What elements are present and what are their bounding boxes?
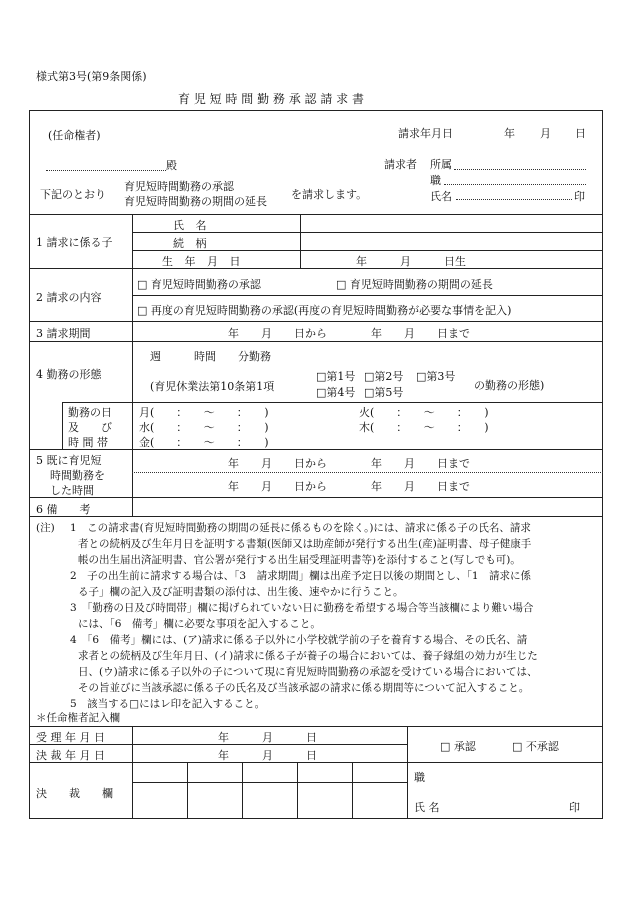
section5-label-1: 5 既に育児短 xyxy=(36,454,102,467)
option-reapproval-checkbox[interactable]: □ 再度の育児短時間勤務の承認(再度の育児短時間勤務が必要な事情を記入) xyxy=(137,304,512,317)
rejected-checkbox[interactable]: □ 不承認 xyxy=(512,740,559,753)
tuesday-hours[interactable]: 火( ： ～ ： ) xyxy=(359,406,489,419)
intro-text: 下記のとおり xyxy=(40,188,106,201)
affiliation-label: 所属 xyxy=(430,158,452,171)
received-date-label: 受 理 年 月 日 xyxy=(36,731,105,744)
child-birth-value[interactable]: 年 月 日生 xyxy=(356,255,466,268)
divider xyxy=(297,762,298,819)
page-title: 育 児 短 時 間 勤 務 承 認 請 求 書 xyxy=(178,92,364,106)
divider xyxy=(29,341,603,342)
note-2-line-2: る子」欄の記入及び証明書類の添付は、出生後、速やかに行うこと。 xyxy=(78,586,404,598)
note-4-line-3: 日、(ウ)請求に係る子以外の子について現に育児短時間勤務の承認を受けている場合においては、 xyxy=(78,666,538,678)
section6-label: 6 備 考 xyxy=(36,503,91,516)
past-period-2[interactable]: 年 月 日から 年 月 日まで xyxy=(228,480,470,493)
wednesday-hours[interactable]: 水( ： ～ ： ) xyxy=(139,421,269,434)
decision-date-value[interactable]: 年 月 日 xyxy=(218,749,317,762)
dotted-divider xyxy=(132,472,603,473)
honorific: 殿 xyxy=(166,159,177,172)
form-id: 様式第3号(第9条関係) xyxy=(36,70,147,83)
label-column-divider xyxy=(132,214,133,516)
friday-hours[interactable]: 金( ： ～ ： ) xyxy=(139,436,269,449)
child-birth-label: 生 年 月 日 xyxy=(162,255,245,268)
note-3-line-2: には、「6 備考」欄に必要な事項を記入すること。 xyxy=(78,618,321,630)
divider xyxy=(29,321,603,322)
divider xyxy=(29,726,603,727)
name-label: 氏名 xyxy=(430,190,452,203)
divider xyxy=(242,762,243,819)
request-date-year[interactable]: 年 xyxy=(504,127,515,140)
request-period-value[interactable]: 年 月 日から 年 月 日まで xyxy=(228,327,470,340)
thursday-hours[interactable]: 木( ： ～ ： ) xyxy=(359,421,489,434)
section5-label-2: 時間勤務を xyxy=(50,469,105,482)
note-2-line-1: 2 子の出生前に請求する場合は、「3 請求期間」欄は出産予定日以後の期間とし、「1 請求に係 xyxy=(70,570,532,582)
appointer-section-title: ＊任命権者記入欄 xyxy=(36,712,120,724)
section4-label: 4 勤務の形態 xyxy=(36,368,102,381)
note-1-line-1: 1 この請求書(育児短時間勤務の期間の延長に係るものを除く。)には、請求に係る子の氏名、請求 xyxy=(70,522,531,534)
divider xyxy=(29,516,603,517)
schedule-label-2: 及 び xyxy=(68,421,112,434)
divider xyxy=(132,782,407,783)
section5-label-3: した時間 xyxy=(50,484,94,497)
checkbox-item-4[interactable]: □第4号 xyxy=(316,386,356,399)
request-date-day[interactable]: 日 xyxy=(575,127,586,140)
approver-name-label: 氏 名 xyxy=(414,801,440,814)
appointer-name-line[interactable] xyxy=(46,170,166,171)
option-approval-checkbox[interactable]: □ 育児短時間勤務の承認 xyxy=(137,278,261,291)
note-5: 5 該当する□にはレ印を記入すること。 xyxy=(70,698,266,710)
appointer-label: (任命権者) xyxy=(48,129,101,142)
note-1-line-2: 者との続柄及び生年月日を証明する書類(医師又は助産師が発行する出生(産)証明書、母子健康手 xyxy=(78,538,532,550)
note-4-line-4: その旨並びに当該承認に係る子の氏名及び当該承認の請求に係る期間等について記入すること。 xyxy=(78,682,530,694)
requester-label: 請求者 xyxy=(384,158,417,171)
checkbox-item-1[interactable]: □第1号 xyxy=(316,370,356,383)
checkbox-item-2[interactable]: □第2号 xyxy=(364,370,404,383)
checkbox-item-5[interactable]: □第5号 xyxy=(364,386,404,399)
section3-label: 3 請求期間 xyxy=(36,327,91,340)
seal-mark: 印 xyxy=(574,190,585,203)
divider xyxy=(29,449,603,450)
option-approval-text: 育児短時間勤務の承認 xyxy=(124,180,234,193)
approver-position-label: 職 xyxy=(414,771,425,784)
schedule-label-1: 勤務の日 xyxy=(68,406,112,419)
note-1-line-3: 帳の出生届出済証明書、官公署が発行する出生届受理証明書等)を添付すること(写しでも可)。 xyxy=(78,554,521,566)
note-4-line-1: 4 「6 備考」欄には、(ア)請求に係る子以外に小学校就学前の子を養育する場合、その氏名、請 xyxy=(70,634,528,646)
section1-label: 1 請求に係る子 xyxy=(36,236,113,249)
outro-text: を請求します。 xyxy=(291,188,368,201)
request-date-label: 請求年月日 xyxy=(398,127,453,140)
checkbox-item-3[interactable]: □第3号 xyxy=(416,370,456,383)
divider xyxy=(29,497,603,498)
option-extension-text: 育児短時間勤務の期間の延長 xyxy=(124,195,267,208)
divider xyxy=(62,402,63,449)
received-date-value[interactable]: 年 月 日 xyxy=(218,731,317,744)
past-period-1[interactable]: 年 月 日から 年 月 日まで xyxy=(228,457,470,470)
section1-value-divider xyxy=(300,214,301,268)
child-relation-label: 続 柄 xyxy=(173,237,211,250)
approval-column-label: 決 裁 欄 xyxy=(36,787,113,800)
name-field[interactable] xyxy=(456,199,572,200)
law-reference: (育児休業法第10条第1項 xyxy=(150,380,275,393)
divider xyxy=(29,268,603,269)
section2-label: 2 請求の内容 xyxy=(36,291,102,304)
divider xyxy=(132,726,133,819)
position-field[interactable] xyxy=(444,184,586,185)
weekly-hours[interactable]: 週 時間 分勤務 xyxy=(150,350,271,363)
divider xyxy=(29,214,603,215)
decision-date-label: 決 裁 年 月 日 xyxy=(36,749,105,762)
divider xyxy=(62,402,603,403)
divider xyxy=(407,726,408,819)
schedule-label-3: 時 間 帯 xyxy=(68,436,108,449)
child-name-label: 氏 名 xyxy=(173,219,211,232)
request-date-month[interactable]: 月 xyxy=(540,127,551,140)
notes-prefix: (注) xyxy=(36,522,55,534)
note-4-line-2: 求者との続柄及び生年月日、(イ)請求に係る子が養子の場合においては、養子縁組の効力が生じた xyxy=(78,650,538,662)
option-extension-checkbox[interactable]: □ 育児短時間勤務の期間の延長 xyxy=(336,278,493,291)
divider xyxy=(352,762,353,819)
work-form-suffix: の勤務の形態) xyxy=(474,379,545,392)
note-3-line-1: 3 「勤務の日及び時間帯」欄に掲げられていない日に勤務を希望する場合等当該欄により難い場合 xyxy=(70,602,534,614)
affiliation-field[interactable] xyxy=(454,169,586,170)
approver-seal: 印 xyxy=(569,801,580,814)
position-label: 職 xyxy=(430,174,441,187)
monday-hours[interactable]: 月( ： ～ ： ) xyxy=(139,406,269,419)
divider xyxy=(132,295,603,296)
approved-checkbox[interactable]: □ 承認 xyxy=(440,740,476,753)
divider xyxy=(187,762,188,819)
